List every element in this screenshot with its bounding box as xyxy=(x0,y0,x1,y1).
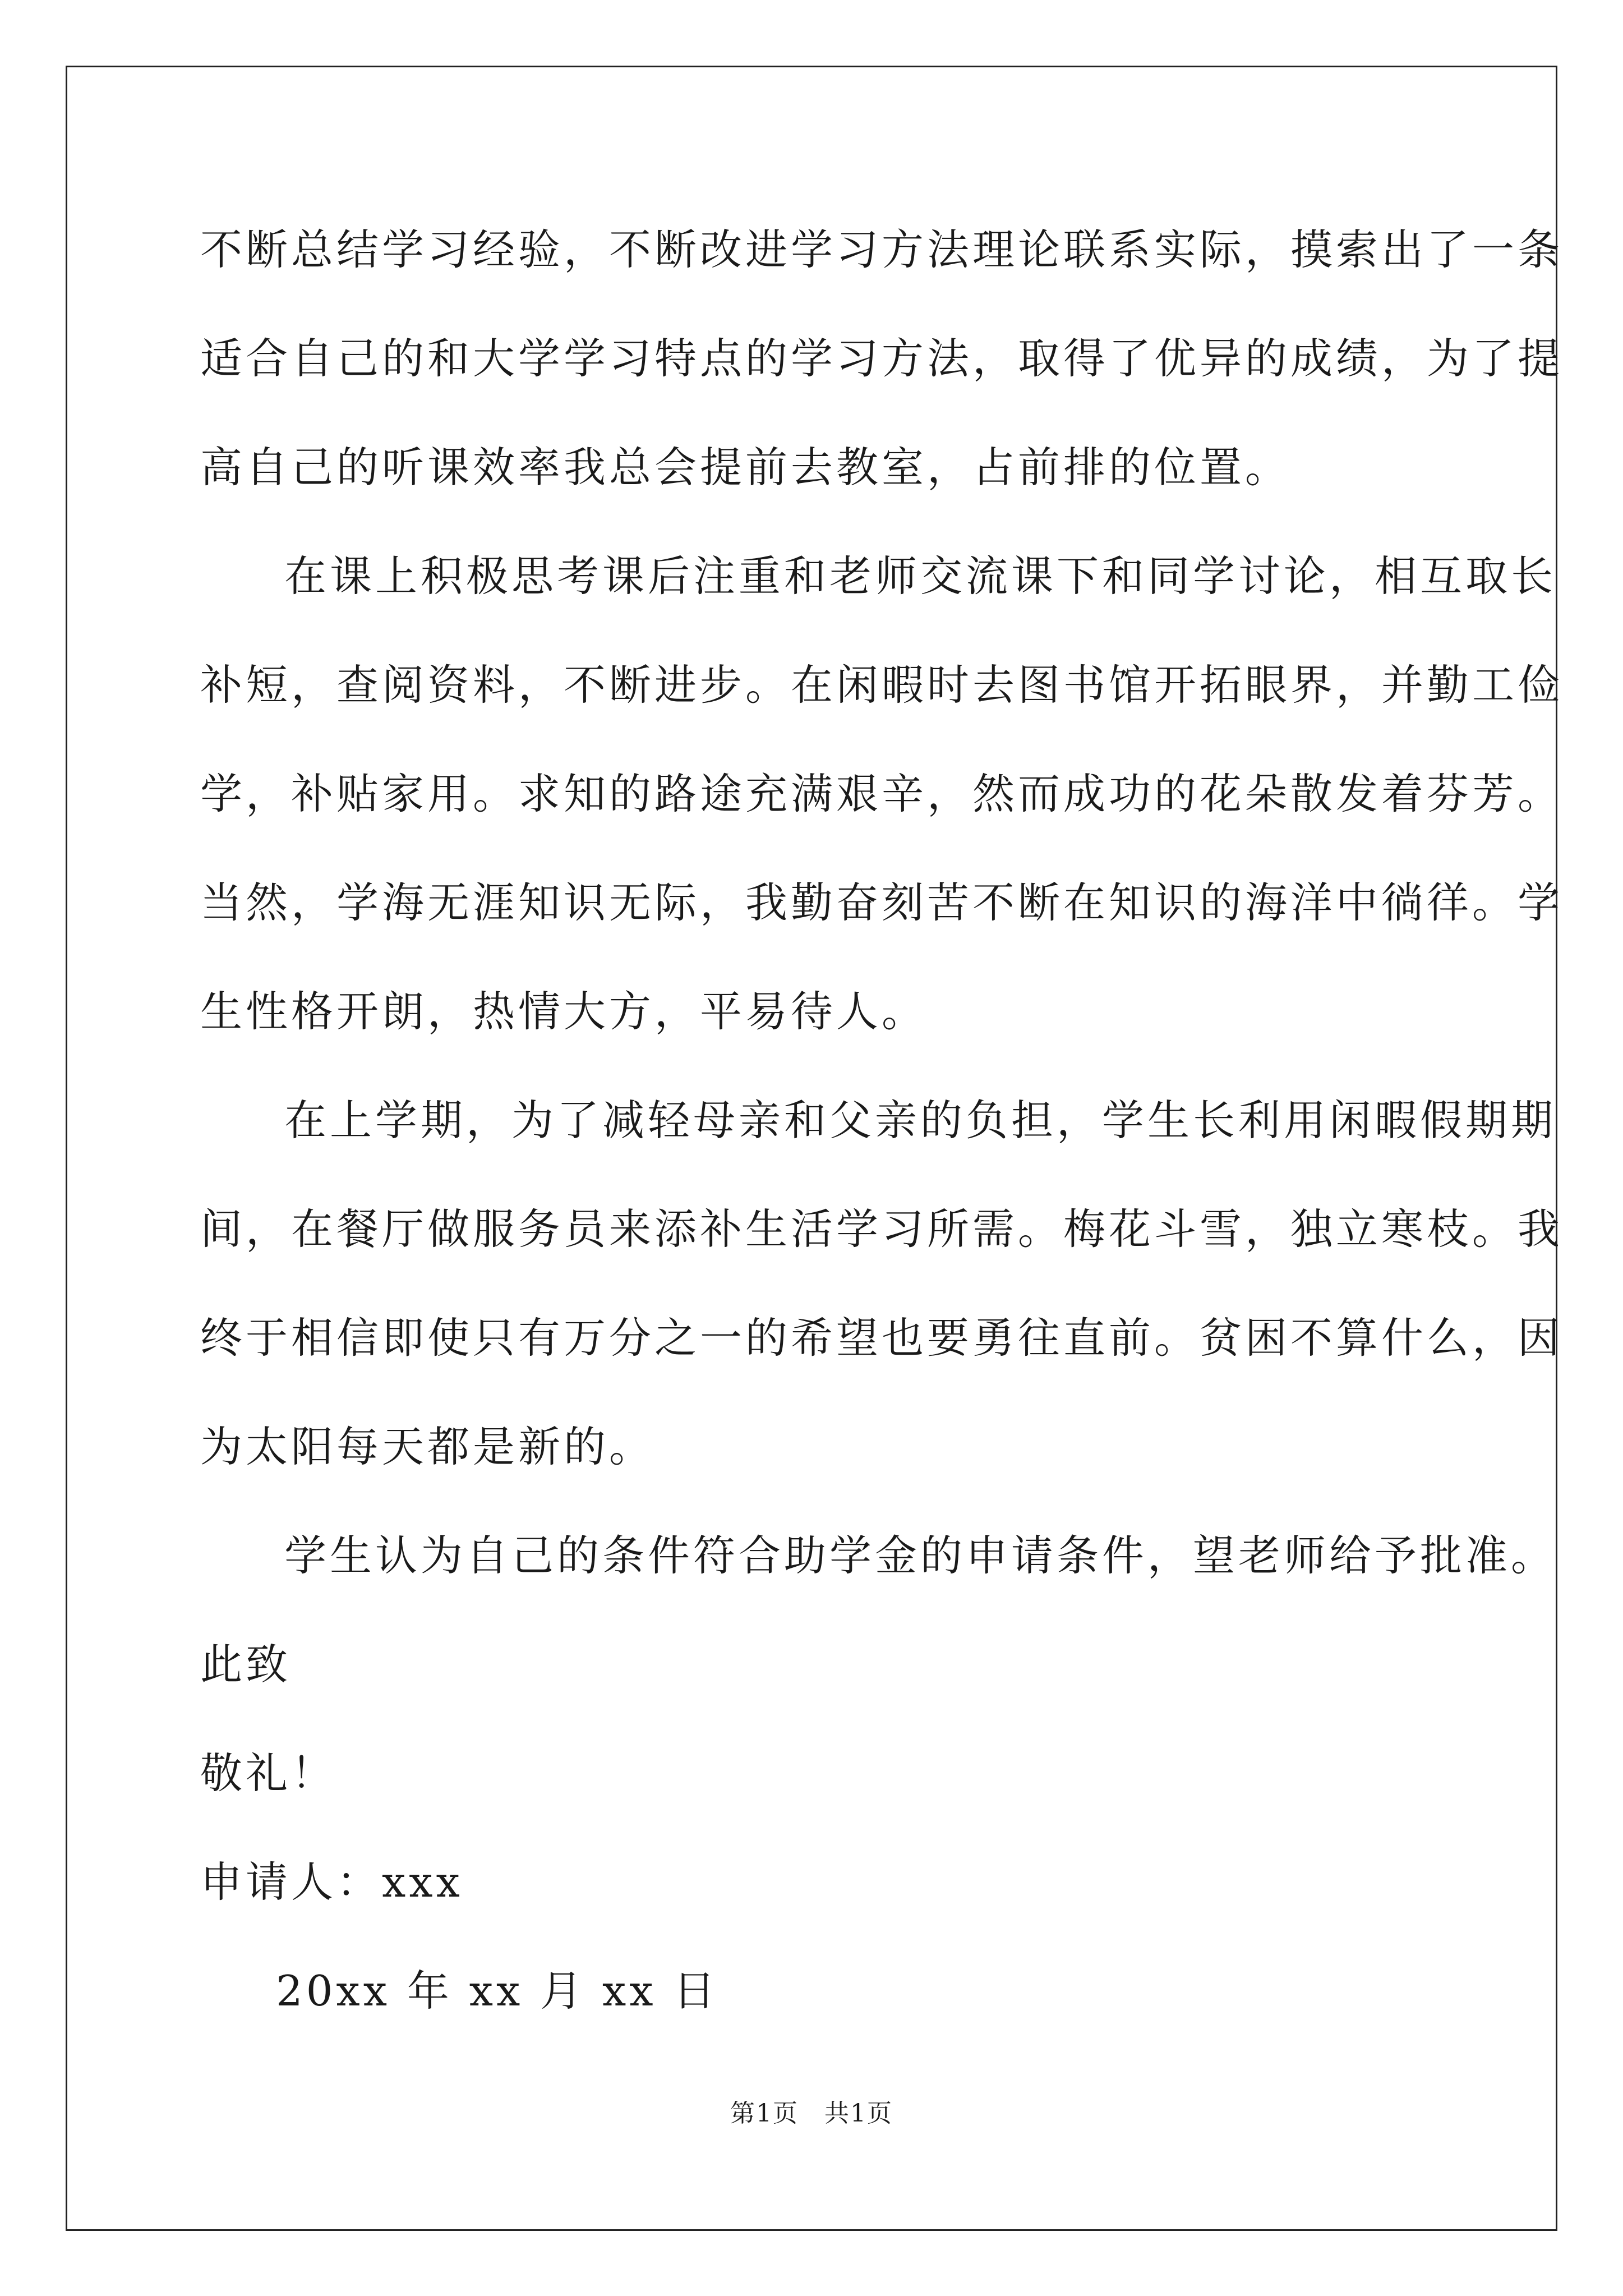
letter-body xyxy=(200,222,1564,2072)
date-line: 20xx 年 xx 月 xx 日 xyxy=(276,1966,719,2016)
body-line: 间，在餐厅做服务员来添补生活学习所需。梅花斗雪，独立寒枝。我 xyxy=(200,1204,1564,1254)
body-line: 补短，查阅资料，不断进步。在闲暇时去图书馆开拓眼界，并勤工俭 xyxy=(200,660,1564,710)
body-line: 为太阳每天都是新的。 xyxy=(200,1422,655,1471)
salutation-line: 此致 xyxy=(200,1640,292,1689)
page-number-footer: 第1页 共1页 xyxy=(730,2099,893,2128)
body-line: 适合自己的和大学学习特点的学习方法，取得了优异的成绩，为了提 xyxy=(200,334,1564,383)
regards-line: 敬礼！ xyxy=(200,1749,337,1798)
paragraph-start-line: 在课上积极思考课后注重和老师交流课下和同学讨论，相互取长 xyxy=(284,551,1557,601)
paragraph-start-line: 在上学期，为了减轻母亲和父亲的负担，学生长利用闲暇假期期 xyxy=(284,1096,1557,1145)
body-line: 不断总结学习经验，不断改进学习方法理论联系实际，摸索出了一条 xyxy=(200,225,1564,274)
body-line: 终于相信即使只有万分之一的希望也要勇往直前。贫困不算什么，因 xyxy=(200,1313,1564,1363)
applicant-line: 申请人：xxx xyxy=(200,1857,463,1907)
body-line: 学，补贴家用。求知的路途充满艰辛，然而成功的花朵散发着芬芳。 xyxy=(200,769,1564,818)
body-line: 生性格开朗，热情大方，平易待人。 xyxy=(200,987,928,1036)
closing-request-line: 学生认为自己的条件符合助学金的申请条件，望老师给予批准。 xyxy=(284,1531,1557,1580)
body-line: 当然，学海无涯知识无际，我勤奋刻苦不断在知识的海洋中徜徉。学 xyxy=(200,878,1564,927)
body-line: 高自己的听课效率我总会提前去教室，占前排的位置。 xyxy=(200,443,1291,492)
